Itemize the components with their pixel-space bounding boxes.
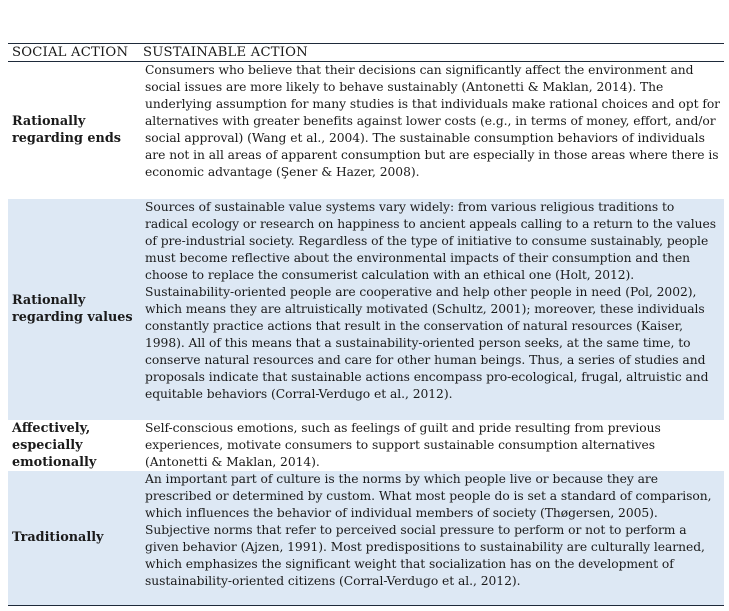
row-description: Consumers who believe that their decisions can significantly affect the environment and social issues are more likely to behave sustainably (Antonetti & Maklan, 2014). The underlying assumption for many studies is that individuals make rational choices and opt for alternatives with greater benefits against lower costs (e.g., in terms of money, effort, and/or social approval) (Wang et al., 2004). The sustainable consumption behaviors of individuals are not in all areas of apparent consumption but are especially in those areas where there is economic advantage (Şener & Hazer, 2008). (145, 63, 721, 179)
table-row (8, 199, 724, 420)
row-label: Traditionally (8, 471, 139, 606)
row-description: Sources of sustainable value systems vary widely: from various religious traditions to radical ecology or research on happiness to ancient appeals calling to a return to the values of pre-industrial society. Regardless of the type of initiative to consume sustainably, people must become reflective about the environmental impacts of their consumption and then choose to replace the consumerist calculation with an ethical one (Holt, 2012). Sustainability-oriented people are cooperative and help other people in need (Pol, 2002), which means they are altruistically motivated (Schultz, 2001); moreover, these individuals constantly practice actions that result in the conservation of natural resources (Kaiser, 1998). All of this means that a sustainability-oriented person seeks, at the same time, to conserve natural resources and care for other human beings. Thus, a series of studies and proposals indicate that sustainable actions encompass pro-ecological, frugal, altruistic and equitable behaviors (Corral-Verdugo et al., 2012). (139, 199, 724, 420)
column-header-sustainable-action: SUSTAINABLE ACTION (139, 44, 724, 62)
table-row (8, 62, 724, 199)
column-header-social-action: SOCIAL ACTION (8, 44, 139, 62)
row-label: Affectively, especially emotionally (12, 420, 97, 470)
social-sustainable-action-table (8, 43, 724, 606)
row-label: Rationally regarding ends (12, 114, 121, 147)
table-row (8, 420, 724, 471)
row-label: Rationally regarding values (8, 199, 139, 420)
table-header-row (8, 44, 724, 62)
row-description: An important part of culture is the norms by which people live or because they are prescribed or determined by custom. What most people do is set a standard of comparison, which influences the behavior of individual members of society (Thøgersen, 2005). Subjective norms that refer to perceived social pressure to perform or not to perform a given behavior (Ajzen, 1991). Most predispositions to sustainability are culturally learned, which emphasizes the significant weight that socialization has on the development of sustainability-oriented citizens (Corral-Verdugo et al., 2012). (139, 471, 724, 606)
table-row (8, 471, 724, 606)
row-description: Self-conscious emotions, such as feelings of guilt and pride resulting from previous experiences, motivate consumers to support sustainable consumption alternatives (Antonetti & Maklan, 2014). (145, 420, 661, 469)
